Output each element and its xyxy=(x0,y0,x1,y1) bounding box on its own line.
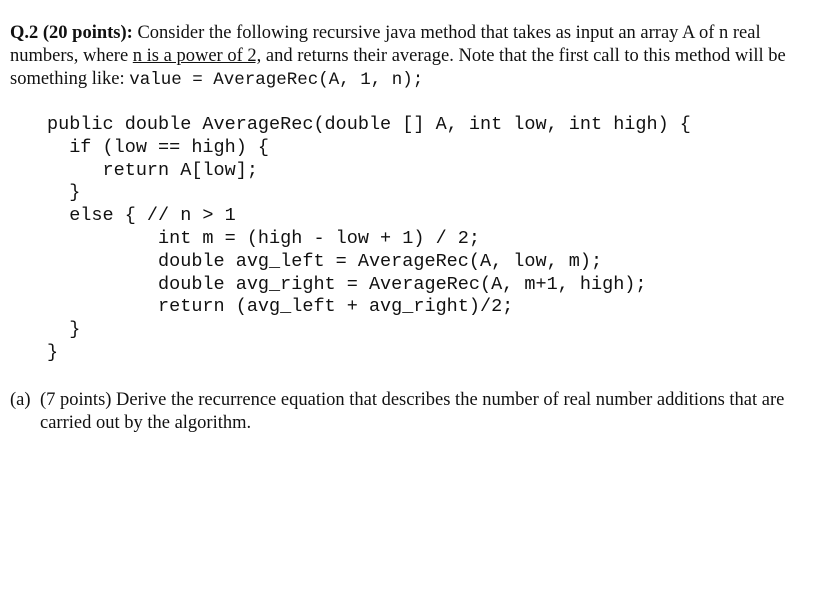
code-line: } xyxy=(47,319,81,341)
code-line: } xyxy=(47,341,59,363)
question-underlined-text: n is a power of 2, xyxy=(132,46,262,66)
part-a-text: (7 points) Derive the recurrence equation that describes the number of real number additions that are carried out by the algorithm. xyxy=(40,390,785,433)
question-text-2: and returns their average. Note that the first call to this method will be something like: xyxy=(10,46,786,89)
code-line: if (low == high) { xyxy=(47,136,270,158)
code-line: else { // n > 1 xyxy=(47,205,236,227)
code-line: return A[low]; xyxy=(47,159,258,181)
part-a xyxy=(10,389,800,435)
code-line: int m = (high - low + 1) / 2; xyxy=(47,227,480,249)
question-label: Q.2 (20 points): xyxy=(10,23,133,43)
code-line: public double AverageRec(double [] A, int low, int high) { xyxy=(47,114,691,135)
question-prompt xyxy=(10,22,810,92)
code-line: } xyxy=(47,182,81,204)
part-a-letter: (a) xyxy=(10,390,31,410)
code-line: double avg_right = AverageRec(A, m+1, high); xyxy=(47,273,647,295)
code-line: return (avg_left + avg_right)/2; xyxy=(47,296,514,318)
question-text-1: Consider the following recursive java method that takes as input an array A of n real numbers, where xyxy=(10,23,761,66)
code-block xyxy=(47,114,691,365)
code-line: double avg_left = AverageRec(A, low, m); xyxy=(47,250,603,272)
call-example: value = AverageRec(A, 1, n); xyxy=(129,70,424,90)
